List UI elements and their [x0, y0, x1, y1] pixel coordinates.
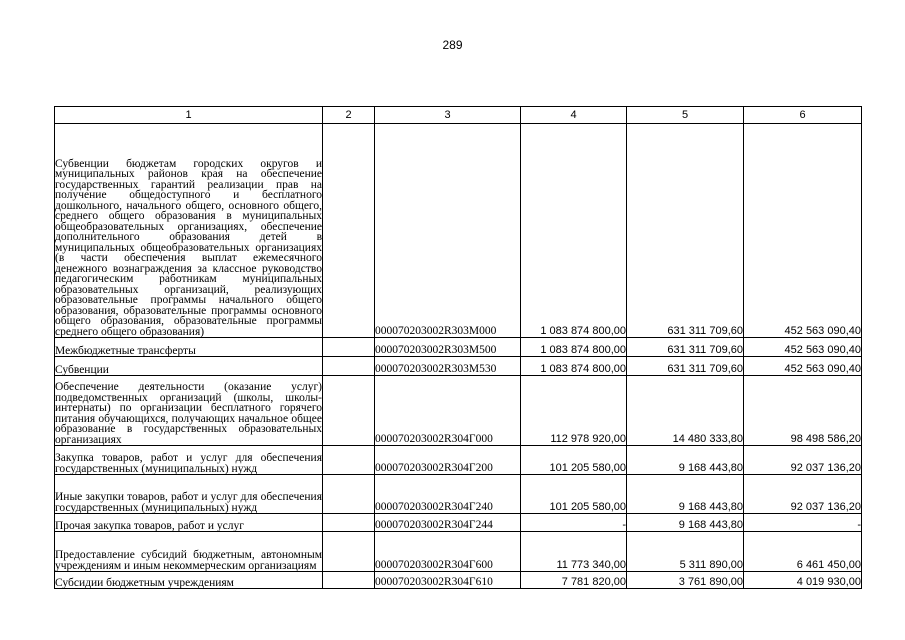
- row-value-6: 452 563 090,40: [744, 338, 862, 357]
- row-col2: [323, 514, 375, 532]
- row-description: Субвенции бюджетам городских округов и муниципальных районов края на обеспечение государственных гарантий реализации прав на получение общедоступного и бесплатного дошкольного, начального общего, основного общего, среднего общего образования в муниципальных общеобразовательных организациях, обеспечение дополнительного образования детей в муниципальных общеобразовательных организациях (в части обеспечения выплат ежемесячного денежного вознаграждения за классное руководство педагогическим работникам муниципальных образовательных организаций, реализующих образовательные программы начального общего образования, образовательные программы основного общего образования, образовательные программы среднего общего образования): [55, 124, 323, 338]
- page-number: 289: [442, 38, 463, 52]
- column-header: 3: [375, 107, 521, 124]
- row-value-5: 9 168 443,80: [627, 446, 744, 475]
- row-col2: [323, 475, 375, 514]
- row-value-5: 631 311 709,60: [627, 124, 744, 338]
- row-value-4: 1 083 874 800,00: [521, 357, 627, 376]
- column-header: 4: [521, 107, 627, 124]
- row-description: Предоставление субсидий бюджетным, автономным учреждениям и иным некоммерческим организациям: [55, 532, 323, 572]
- table-row: [55, 572, 862, 589]
- row-description: Прочая закупка товаров, работ и услуг: [55, 514, 323, 532]
- row-description: Иные закупки товаров, работ и услуг для обеспечения государственных (муниципальных) нужд: [55, 475, 323, 514]
- row-value-6: 4 019 930,00: [744, 572, 862, 589]
- row-code: 000070203002R304Г244: [375, 514, 521, 532]
- row-description: Закупка товаров, работ и услуг для обеспечения государственных (муниципальных) нужд: [55, 446, 323, 475]
- budget-table: [54, 106, 862, 589]
- row-value-5: 14 480 333,80: [627, 376, 744, 446]
- row-col2: [323, 338, 375, 357]
- row-description: Субсидии бюджетным учреждениям: [55, 572, 323, 589]
- row-value-6: 98 498 586,20: [744, 376, 862, 446]
- row-col2: [323, 572, 375, 589]
- row-code: 000070203002R304Г600: [375, 532, 521, 572]
- row-description: Субвенции: [55, 357, 323, 376]
- row-col2: [323, 376, 375, 446]
- row-value-4: 101 205 580,00: [521, 446, 627, 475]
- row-value-6: 92 037 136,20: [744, 446, 862, 475]
- row-code: 000070203002R304Г200: [375, 446, 521, 475]
- row-col2: [323, 446, 375, 475]
- row-value-6: 6 461 450,00: [744, 532, 862, 572]
- row-value-4: 11 773 340,00: [521, 532, 627, 572]
- row-value-4: 1 083 874 800,00: [521, 124, 627, 338]
- row-value-6: 452 563 090,40: [744, 124, 862, 338]
- row-description: Межбюджетные трансферты: [55, 338, 323, 357]
- row-value-6: 452 563 090,40: [744, 357, 862, 376]
- table-row: [55, 532, 862, 572]
- row-value-5: 9 168 443,80: [627, 514, 744, 532]
- row-value-6: 92 037 136,20: [744, 475, 862, 514]
- row-value-4: 7 781 820,00: [521, 572, 627, 589]
- row-code: 000070203002R303M500: [375, 338, 521, 357]
- row-value-5: 5 311 890,00: [627, 532, 744, 572]
- table-row: [55, 475, 862, 514]
- row-col2: [323, 357, 375, 376]
- row-value-4: 101 205 580,00: [521, 475, 627, 514]
- table-row: [55, 124, 862, 338]
- row-code: 000070203002R304Г610: [375, 572, 521, 589]
- row-col2: [323, 124, 375, 338]
- row-code: 000070203002R303M530: [375, 357, 521, 376]
- column-header: 2: [323, 107, 375, 124]
- row-value-6: -: [744, 514, 862, 532]
- row-code: 000070203002R303M000: [375, 124, 521, 338]
- row-value-5: 631 311 709,60: [627, 338, 744, 357]
- row-value-5: 631 311 709,60: [627, 357, 744, 376]
- row-value-5: 3 761 890,00: [627, 572, 744, 589]
- column-header: 6: [744, 107, 862, 124]
- row-description: Обеспечение деятельности (оказание услуг) подведомственных организаций (школы, школы-интернаты) по организации бесплатного горячего питания обучающихся, получающих начальное общее образование в государственных образовательных организациях: [55, 376, 323, 446]
- row-value-4: 1 083 874 800,00: [521, 338, 627, 357]
- table-row: [55, 357, 862, 376]
- header-row: [55, 107, 862, 124]
- column-header: 1: [55, 107, 323, 124]
- table-row: [55, 514, 862, 532]
- row-code: 000070203002R304Г240: [375, 475, 521, 514]
- table-row: [55, 376, 862, 446]
- row-value-4: 112 978 920,00: [521, 376, 627, 446]
- row-value-5: 9 168 443,80: [627, 475, 744, 514]
- row-col2: [323, 532, 375, 572]
- table-row: [55, 446, 862, 475]
- column-header: 5: [627, 107, 744, 124]
- table-row: [55, 338, 862, 357]
- row-value-4: -: [521, 514, 627, 532]
- row-code: 000070203002R304Г000: [375, 376, 521, 446]
